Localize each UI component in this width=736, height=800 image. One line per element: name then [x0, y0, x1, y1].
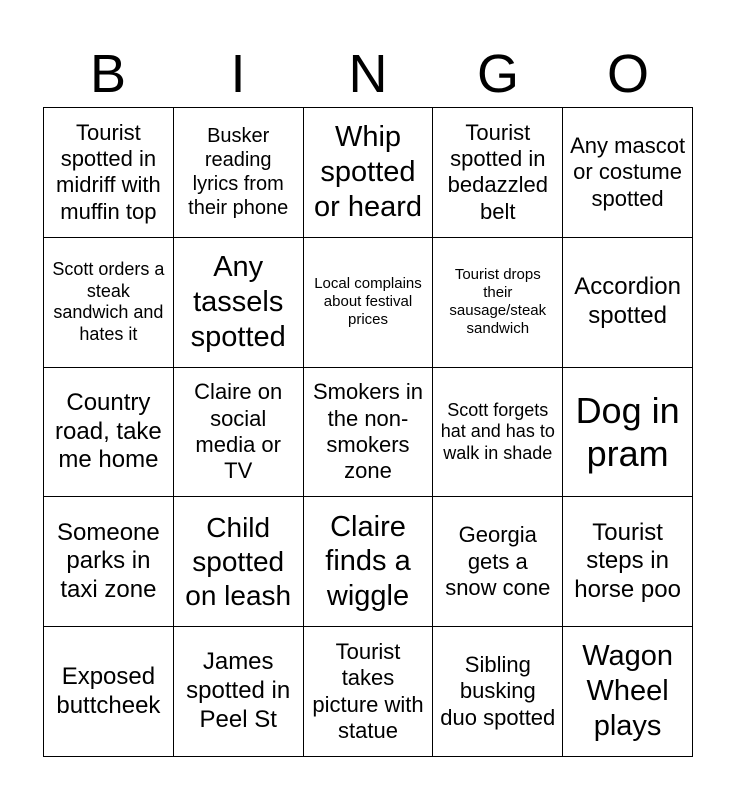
cell-text: Tourist steps in horse poo — [574, 518, 681, 604]
cell-text: Scott forgets hat and has to walk in shade — [440, 399, 555, 463]
bingo-cell[interactable] — [563, 627, 693, 757]
bingo-cell[interactable] — [563, 368, 693, 498]
cell-text: Claire finds a wiggle — [325, 510, 411, 613]
bingo-cell[interactable] — [174, 108, 304, 238]
cell-text: Tourist takes picture with statue — [312, 638, 424, 743]
cell-text: Someone parks in taxi zone — [57, 518, 160, 604]
cell-text: Exposed buttcheek — [56, 662, 161, 719]
header-letter-o: O — [606, 44, 649, 104]
bingo-cell[interactable] — [174, 497, 304, 627]
bingo-board — [43, 107, 693, 757]
cell-text: Wagon Wheel plays — [582, 640, 673, 742]
cell-text: Smokers in the non-smokers zone — [312, 379, 424, 484]
bingo-cell[interactable] — [174, 368, 304, 498]
header-letter-n: N — [348, 44, 388, 104]
bingo-cell[interactable] — [433, 238, 563, 368]
cell-text: Country road, take me home — [55, 388, 162, 474]
cell-text: Any tassels spotted — [190, 251, 286, 353]
cell-text: Tourist drops their sausage/steak sandwich — [449, 266, 547, 338]
bingo-header — [43, 40, 693, 108]
cell-text: Tourist spotted in bedazzled belt — [447, 119, 548, 224]
bingo-cell[interactable] — [174, 627, 304, 757]
bingo-cell[interactable] — [44, 238, 174, 368]
cell-text: Dog in pram — [575, 389, 680, 474]
cell-text: Tourist spotted in midriff with muffin top — [56, 119, 161, 224]
bingo-cell[interactable] — [433, 108, 563, 238]
cell-text: Scott orders a steak sandwich and hates it — [52, 259, 165, 344]
cell-text: Claire on social media or TV — [194, 379, 283, 484]
bingo-cell[interactable] — [304, 497, 434, 627]
cell-text: Child spotted on leash — [185, 512, 292, 611]
bingo-cell[interactable] — [304, 368, 434, 498]
bingo-cell[interactable] — [44, 497, 174, 627]
header-letter-i: I — [230, 44, 246, 104]
bingo-cell[interactable] — [304, 627, 434, 757]
header-letter-g: G — [476, 44, 519, 104]
cell-text: Busker reading lyrics from their phone — [188, 125, 289, 220]
cell-text: James spotted in Peel St — [186, 648, 291, 733]
bingo-cell[interactable] — [44, 368, 174, 498]
cell-text: Whip spotted or heard — [313, 121, 422, 223]
bingo-cell[interactable] — [44, 108, 174, 238]
cell-text: Local complains about festival prices — [314, 275, 422, 329]
bingo-cell[interactable] — [433, 497, 563, 627]
bingo-cell[interactable] — [433, 368, 563, 498]
cell-text: Accordion spotted — [574, 273, 681, 330]
bingo-cell[interactable] — [433, 627, 563, 757]
cell-text: Any mascot or costume spotted — [570, 132, 686, 211]
bingo-cell[interactable] — [44, 627, 174, 757]
bingo-cell[interactable] — [563, 238, 693, 368]
bingo-cell[interactable] — [563, 497, 693, 627]
bingo-cell[interactable] — [304, 238, 434, 368]
header-letter-b: B — [89, 44, 127, 104]
cell-text: Georgia gets a snow cone — [445, 522, 551, 600]
bingo-cell[interactable] — [304, 108, 434, 238]
bingo-cell[interactable] — [174, 238, 304, 368]
cell-text: Sibling busking duo spotted — [440, 652, 556, 730]
bingo-cell[interactable] — [563, 108, 693, 238]
